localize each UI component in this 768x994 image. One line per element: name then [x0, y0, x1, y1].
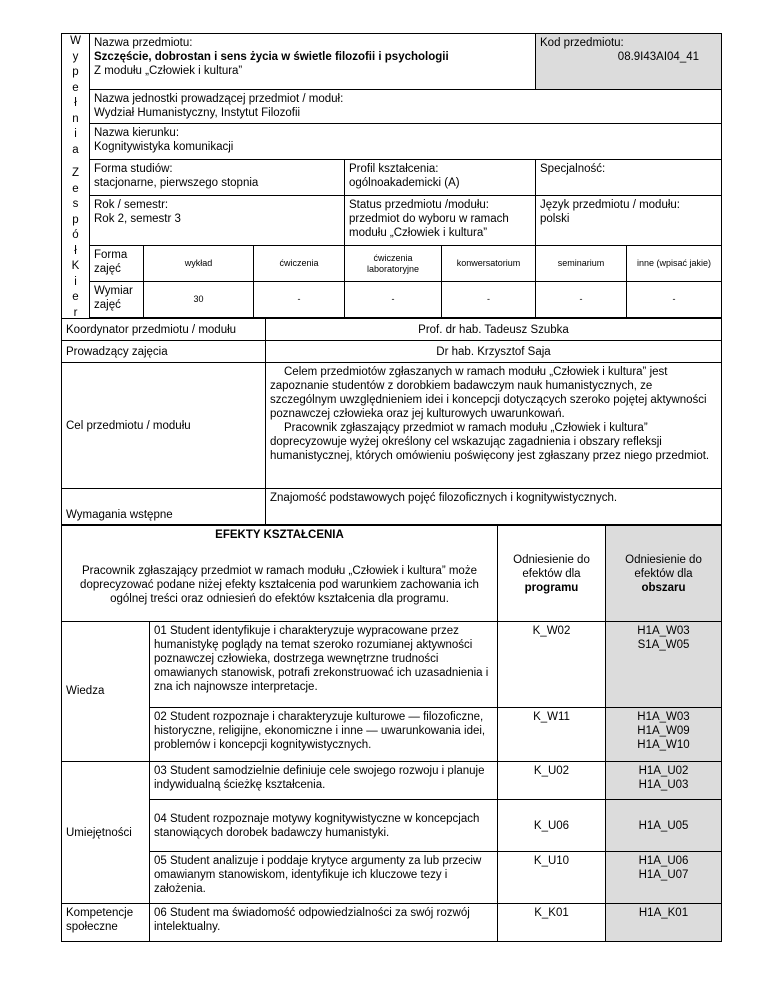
- class-type-other: inne (wpisać jakie): [627, 246, 722, 282]
- program-ref-line1: Odniesienie do: [513, 553, 590, 566]
- code-label: Kod przedmiotu:: [540, 37, 624, 49]
- language-cell: [536, 196, 722, 246]
- hours-seminar: -: [536, 282, 627, 318]
- side-letter: Z: [71, 167, 80, 179]
- side-letter: e: [72, 81, 79, 94]
- teacher-value: Dr hab. Krzysztof Saja: [266, 341, 722, 363]
- side-letter: p: [72, 66, 79, 78]
- subject-title: Szczęście, dobrostan i sens życia w świetle filozofii i psychologii: [94, 51, 449, 63]
- side-letter: ł: [74, 97, 77, 109]
- side-letter: a: [72, 143, 79, 156]
- unit-label: Nazwa jednostki prowadzącej przedmiot / moduł:: [94, 93, 344, 105]
- side-letter: K: [71, 260, 80, 272]
- specialty-label: Specjalność:: [540, 163, 606, 175]
- side-letter: p: [72, 213, 79, 226]
- area-ref-header: [606, 526, 722, 622]
- teacher-label: Prowadzący zajęcia: [62, 341, 266, 363]
- hours-exercises: -: [254, 282, 345, 318]
- coordinator-label: Koordynator przedmiotu / modułu: [62, 319, 266, 341]
- class-hours-label: Wymiar zajęć: [90, 282, 144, 318]
- effect-03-text: 03 Student samodzielnie definiuje cele swojego rozwoju i planuje indywidualną ścieżkę kształcenia.: [150, 762, 498, 800]
- subject-module: Z modułu „Człowiek i kultura”: [94, 65, 243, 77]
- effect-05-area: [606, 852, 722, 904]
- effect-06-program: K_K01: [498, 904, 606, 942]
- effect-05-program: K_U10: [498, 852, 606, 904]
- field-value: Kognitywistyka komunikacji: [94, 141, 234, 153]
- syllabus-page: [61, 33, 721, 948]
- code-value: 08.9I43AI04_41: [617, 51, 700, 63]
- study-form-cell: [90, 160, 345, 196]
- area-ref-line2: efektów dla: [634, 567, 693, 580]
- effect-03-area: [606, 762, 722, 800]
- effect-05-area-2: H1A_U07: [638, 869, 689, 881]
- class-type-lab: ćwiczenia laboratoryjne: [345, 246, 442, 282]
- effect-02-area-1: H1A_W03: [637, 711, 690, 723]
- side-letter: [62, 158, 89, 166]
- hours-lecture: 30: [144, 282, 254, 318]
- side-letter: W: [70, 35, 81, 47]
- effect-01-text: 01 Student identyfikuje i charakteryzuje wypracowane przez humanistykę poglądy na temat szeroko rozumianej aktywności poznawczej człowieka, dostrzega wewnętrzne trudności omawianych stanowisk, potrafi zrekonstruować ich uzasadnienia i zna ich najnowsze interpretacje.: [150, 622, 498, 708]
- year-cell: [90, 196, 345, 246]
- hours-lab: -: [345, 282, 442, 318]
- group-skills: Umiejętności: [62, 762, 150, 904]
- field-label: Nazwa kierunku:: [94, 127, 180, 139]
- effect-03-area-2: H1A_U03: [638, 779, 689, 791]
- class-type-seminar: seminarium: [536, 246, 627, 282]
- effect-05-text: 05 Student analizuje i poddaje krytyce argumenty za lub przeciw omawianym stanowiskom, identyfikuje ich kluczowe tezy i założenia.: [150, 852, 498, 904]
- effect-03-area-1: H1A_U02: [638, 765, 689, 777]
- language-value: polski: [540, 213, 570, 225]
- vertical-side-label: [61, 33, 89, 319]
- specialty-cell: [536, 160, 722, 196]
- side-letter: n: [72, 112, 79, 125]
- class-type-conversatorium: konwersatorium: [442, 246, 536, 282]
- effect-01-area: [606, 622, 722, 708]
- class-type-lecture: wykład: [144, 246, 254, 282]
- goal-label: Cel przedmiotu / modułu: [62, 363, 266, 489]
- status-line2: modułu „Człowiek i kultura”: [349, 227, 488, 239]
- effects-table: [61, 525, 722, 942]
- goal-paragraph-1: Celem przedmiotów zgłaszanych w ramach modułu „Człowiek i kultura” jest zapoznanie studentów z dorobkiem badawczym nauk humanistycznych, ze szczególnym uwzględnieniem idei i koncepcji dotyczących szeroko pojętej aktywności poznawczej człowieka oraz jej kulturowych uwarunkowań.: [270, 366, 707, 420]
- code-cell: [536, 34, 722, 90]
- effect-06-area-1: H1A_K01: [638, 907, 689, 919]
- effect-02-area: [606, 708, 722, 762]
- goal-paragraph-2: Pracownik zgłaszający przedmiot w ramach modułu „Człowiek i kultura” doprecyzowuje wyżej określony cel wskazując zagadnienia i obszary refleksji humanistycznej, których omówieniu poświęcony jest zgłaszany przez niego przedmiot.: [270, 422, 710, 462]
- subject-cell: [90, 34, 536, 90]
- hours-conversatorium: -: [442, 282, 536, 318]
- area-ref-line3: obszaru: [641, 581, 686, 594]
- effects-title: EFEKTY KSZTAŁCENIA: [215, 529, 344, 541]
- study-form-label: Forma studiów:: [94, 163, 173, 175]
- header-table: [89, 33, 722, 318]
- effects-header-cell: [62, 526, 498, 622]
- effect-06-text: 06 Student ma świadomość odpowiedzialności za swój rozwój intelektualny.: [150, 904, 498, 942]
- side-letter: s: [72, 198, 79, 210]
- field-cell: [90, 124, 722, 160]
- status-label: Status przedmiotu /modułu:: [349, 199, 489, 211]
- side-letter: i: [74, 275, 77, 288]
- unit-cell: [90, 90, 722, 124]
- profile-cell: [345, 160, 536, 196]
- side-letter: i: [74, 128, 77, 140]
- year-label: Rok / semestr:: [94, 199, 169, 211]
- effect-02-area-3: H1A_W10: [637, 739, 690, 751]
- language-label: Język przedmiotu / modułu:: [540, 199, 680, 211]
- effect-01-area-1: H1A_W03: [637, 625, 690, 637]
- profile-value: ogólnoakademicki (A): [349, 177, 460, 189]
- side-letter: e: [72, 182, 79, 195]
- requirements-label: Wymagania wstępne: [62, 489, 266, 525]
- year-value: Rok 2, semestr 3: [94, 213, 181, 225]
- status-line1: przedmiot do wyboru w ramach: [349, 213, 509, 225]
- effects-intro: Pracownik zgłaszający przedmiot w ramach modułu „Człowiek i kultura” może doprecyzować podane niżej efekty kształcenia pod warunkiem zachowania ich ogólnej treści oraz odniesień do efektów kształcenia dla programu.: [80, 565, 479, 605]
- class-type-exercises: ćwiczenia: [254, 246, 345, 282]
- hours-other: -: [627, 282, 722, 318]
- group-knowledge: Wiedza: [62, 622, 150, 762]
- status-cell: [345, 196, 536, 246]
- unit-value: Wydział Humanistyczny, Instytut Filozofii: [94, 107, 301, 119]
- effect-04-area: [606, 800, 722, 852]
- profile-label: Profil kształcenia:: [349, 163, 439, 175]
- side-letter: e: [72, 291, 79, 303]
- program-ref-line3: programu: [524, 581, 579, 594]
- effect-01-program: K_W02: [498, 622, 606, 708]
- subject-label: Nazwa przedmiotu:: [94, 37, 193, 49]
- side-letter: y: [72, 50, 79, 63]
- effect-05-area-1: H1A_U06: [638, 855, 689, 867]
- effect-02-text: 02 Student rozpoznaje i charakteryzuje kulturowe — filozoficzne, historyczne, religijne, ekonomiczne i inne — uwarunkowania idei, problemów i koncepcji kognitywistycznych.: [150, 708, 498, 762]
- side-letter: r: [73, 306, 78, 319]
- effect-06-area: [606, 904, 722, 942]
- program-ref-header: [498, 526, 606, 622]
- requirements-value: Znajomość podstawowych pojęć filozoficznych i kognitywistycznych.: [266, 489, 722, 525]
- effect-04-area-1: H1A_U05: [638, 819, 689, 832]
- effect-01-area-2: S1A_W05: [637, 639, 690, 651]
- effect-02-area-2: H1A_W09: [637, 725, 690, 737]
- effect-04-program: K_U06: [498, 800, 606, 852]
- info-table: [61, 318, 722, 525]
- effect-02-program: K_W11: [498, 708, 606, 762]
- effect-04-text: 04 Student rozpoznaje motywy kognitywistyczne w koncepcjach stanowiących dorobek badawczy humanistyki.: [150, 800, 498, 852]
- coordinator-value: Prof. dr hab. Tadeusz Szubka: [266, 319, 722, 341]
- study-form-value: stacjonarne, pierwszego stopnia: [94, 177, 259, 189]
- program-ref-line2: efektów dla: [522, 567, 581, 580]
- goal-cell: [266, 363, 722, 489]
- class-form-label: Forma zajęć: [90, 246, 144, 282]
- area-ref-line1: Odniesienie do: [625, 553, 702, 566]
- group-social-competences: Kompetencje społeczne: [62, 904, 150, 942]
- effect-03-program: K_U02: [498, 762, 606, 800]
- side-letter: ó: [72, 229, 79, 241]
- side-letter: ł: [74, 244, 77, 257]
